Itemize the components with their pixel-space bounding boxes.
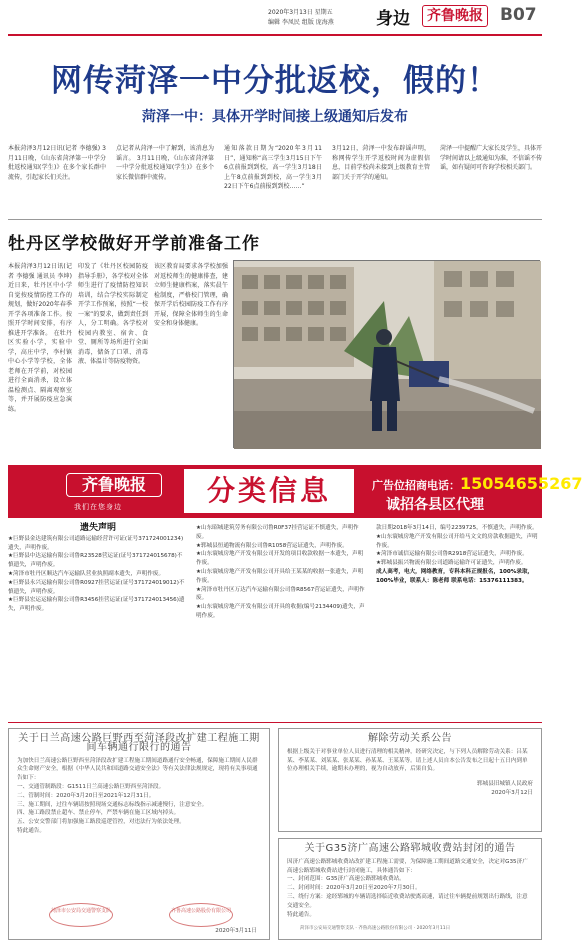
notice-line: 二、封闭时间：2020年3月20日至2020年7月30日。: [287, 885, 421, 892]
newspaper-logo: 齐鲁晚报: [422, 5, 488, 27]
official-seal: 菏泽市公安局交通警察支队: [49, 903, 113, 927]
notice-line: 一、交通管制路段：G1511日兰高速公路巨野西至菏泽段。: [17, 783, 165, 790]
editors-line: 编辑 李凤民 组版 庞海燕: [268, 19, 334, 26]
classified-item: ★山东寰城房地产开发有限公司开具的收据(编号2134409)遗失，声明作废。: [196, 604, 365, 619]
classified-item: ★山东寰城房地产开发有限公司开给马文文的房款收据遗失，声明作废。: [376, 533, 538, 549]
headline-subtitle: 菏泽一中：具体开学时间接上级通知后发布: [142, 109, 408, 125]
story2-title: 牡丹区学校做好开学前准备工作: [8, 234, 260, 254]
notice-road-restriction: [8, 728, 270, 940]
notice-org: 齐鲁高速公路股份有限公司: [358, 926, 413, 931]
story1-column: 本报菏泽3月12日讯(记者 李德强) 3月11日晚，《山东省菏泽第一中学分批返校通知(学生)》在多个家长群中流传，引起家长们关注。: [8, 145, 106, 181]
masthead: [0, 0, 550, 36]
story2-photo: [233, 260, 540, 448]
notice-line: 因济广高速公路郓城收费站改扩建工程施工需要，为保障施工期间道路交通安全，决定对G35济广高速公路郓城收费站进行封闭施工，具体通告如下：: [287, 858, 528, 874]
notice-date: 2020年3月11日: [215, 928, 257, 935]
classified-item: ★巨野县金达建筑有限公司道路运输经营许可证(证号371724001234)遗失，声明作废。: [8, 535, 184, 551]
banner-slogan: 我们在您身边: [74, 503, 122, 511]
classified-item: ★山东昭城建筑劳务有限公司鲁R0F37挂营运证不慎遗失，声明作废。: [196, 525, 359, 540]
lost-statement-heading: 遗失声明: [79, 523, 116, 533]
notice-org: 菏泽市公安局交通警察支队: [300, 926, 354, 931]
classified-column-1: [8, 524, 188, 716]
notice3-footer: 菏泽市公安局交通警察支队 · 齐鲁高速公路股份有限公司 · 2020年3月11日: [300, 926, 451, 931]
notice-line: 特此通告。: [17, 827, 45, 834]
classified-item: ★巨野县永兴运输有限公司鲁R0927挂营运证(证号371724019012)不慎遗失，声明作废。: [8, 579, 185, 595]
classified-item: ★郓城县振兴物流有限公司道路运输许可证遗失，声明作废。: [376, 560, 527, 567]
headline: 网传菏泽一中分批返校，假的！: [51, 63, 499, 99]
classified-item: ★山东寰城房地产开发有限公司开具给王某某的收据一张遗失，声明作废。: [196, 568, 364, 584]
classified-item: ★山东寰城房地产开发有限公司开发的项目收款收据一本遗失，声明作废。: [196, 551, 364, 567]
notice-line: 四、施工路段禁止超车、禁止停车，严禁车辆在施工区域内掉头。: [17, 810, 180, 817]
classified-column-2: [196, 524, 368, 716]
hotline-label: 广告位招商电话：: [372, 479, 460, 492]
notice-title: 关于G35济广高速公路郓城收费站封闭的通告: [304, 843, 516, 854]
classified-item: ★巨野县宏运运输有限公司鲁R3456挂营运证(证号371724013456)遗失，声明作废。: [8, 597, 185, 613]
notice-line: 三、绕行方案：途经郓城的车辆请选择临近收费站驶离高速，请过往车辆提前规划出行路线，注意交通安全。: [287, 893, 528, 909]
notice-date: 2020年3月12日: [491, 789, 533, 796]
story1-column: 菏泽一中提醒广大家长及学生，具体开学时间请以上级通知为准，不信谣不传谣，如有疑问可咨询学校相关部门。: [440, 145, 543, 171]
hotline-number: 15054655267: [460, 474, 582, 493]
classified-item: 成人高考，电大，网络教育，专科本科正规报名，100%录取，100%毕业，联系人：陈老师 联系电话：15376111383。: [376, 568, 534, 584]
section-title: 身边: [376, 9, 410, 29]
official-seal: 齐鲁高速公路股份有限公司: [169, 903, 233, 927]
classified-item: 款日期2018年3月14日，编号2239725，不慎遗失，声明作废。: [376, 525, 538, 531]
notice-labor-termination: [278, 728, 542, 832]
notice-line: 一、封闭范围：G35济广高速公路郓城收费站。: [287, 876, 405, 883]
notice-line: 特此通告。: [287, 911, 315, 918]
classified-item: ★郓城县恒通物流有限公司鲁R1058营运证遗失，声明作废。: [196, 542, 348, 549]
banner-city: 诚招各县区代理: [386, 497, 484, 513]
divider: [8, 219, 542, 220]
notice-date: 2020年3月11日: [416, 926, 451, 931]
story1-column: 3月12日，菏泽一中发布辟谣声明，称网传学生开学返校时间为虚假信息，目前学校尚未接到上级教育主管部门关于开学的通知。: [332, 145, 430, 181]
notice-line: 二、管制时间：2020年3月20日至2021年12月31日。: [17, 792, 155, 799]
banner-hotline: [372, 474, 582, 493]
story1-column: 点记者从菏泽一中了解到，该消息为谣言。 3月11日晚，《山东省菏泽第一中学分批返校通知(学生)》在多个家长微信群中流传。: [116, 145, 214, 181]
story2-column: 该区教育局要求各学校加强对返校师生的健康排查，建立师生健康档案，落实晨午检制度，严格校门管理，确保开学后校园防疫工作有序开展，保障全体师生的生命安全和身体健康。: [154, 263, 228, 327]
disinfection-photo: [234, 261, 541, 449]
classified-item: ★菏泽市牡丹区万达汽车运输有限公司鲁R8567营运证遗失，声明作废。: [196, 586, 365, 602]
divider: [8, 722, 542, 723]
notice-line: 为加快日兰高速公路巨野西至菏泽段改扩建工程施工期间道路通行安全畅通，保障施工期间人民群众生命财产安全，根据《中华人民共和国道路交通安全法》等有关法律法规规定，现将有关事项通告如下：: [17, 757, 258, 782]
classified-banner: [8, 465, 582, 518]
classified-item: ★菏泽市诚信运输有限公司鲁R2918营运证遗失，声明作废。: [376, 551, 528, 558]
banner-logo: 齐鲁晚报: [66, 473, 162, 497]
banner-title: 分类信息: [184, 469, 354, 513]
notice-title: 关于日兰高速公路巨野西至菏泽段改扩建工程施工期间车辆通行限行的通告: [18, 733, 260, 753]
page-number: B07: [500, 5, 537, 25]
notice-title: 解除劳动关系公告: [368, 733, 452, 744]
story1-column: 通知落款日期为“2020年3月11日”，通知称“高三学生3月15日下午6点前报到到校，高一学生3月18日上午8点前报到到校，高一学生3月22日下午6点前报到到校……”: [224, 145, 322, 190]
notice-org: 郓城县旧城镇人民政府: [477, 781, 533, 788]
classified-item: ★菏泽市牡丹区顺达汽车运输队营业执照副本遗失，声明作废。: [8, 570, 165, 577]
story2-column: 印发了《牡丹区校园防疫指导手册》，各学校对全体师生进行了疫情防控知识培训，结合学校实际制定开学工作预案，按照“一校一案”的要求，做到责任到人，分工明确。各学校对校园内教室、宿舍、食堂、厕所等场所进行全面消毒，储备了口罩、消毒液、体温计等防疫物资。: [78, 263, 148, 365]
classified-item: ★巨野县中达运输有限公司鲁R23528营运证(证号371724015678)不慎遗失，声明作废。: [8, 553, 183, 569]
notice-line: 根据上级关于对事业单位人员进行清理的相关精神，经研究决定，与下列人员解除劳动关系：吕某某、李某某、刘某某、张某某、孙某某、王某某等。请上述人员自本公告发布之日起十五日内到单位办理相关手续，逾期未办理的，视为自动放弃，后果自负。: [287, 748, 528, 773]
classified-column-3: [376, 524, 542, 716]
issue-date: 2020年3月13日 星期五: [268, 9, 333, 16]
notice-line: 五、公安交警部门将加强施工路段巡逻管控，对违法行为依法处理。: [17, 819, 185, 826]
masthead-rule: [8, 34, 542, 36]
story2-column: 本报菏泽3月12日讯(记者 李德强 通讯员 李坤) 近日来，牡丹区中小学自觉按疫情防控工作的规划，做好2020年春季开学各项准备工作。按照开学时间安排，有序推进开学准备。 在牡丹区实验小学，实验中学，高庄中学，李村镇中心小学等学校，全体老师在开学前，对校园进行全面消杀，设立体温检测点、隔离观察室等，并开展防疫应急演练。: [8, 263, 72, 413]
notice-line: 三、施工期间，过往车辆请按照现场交通标志标线指示减速慢行，注意安全。: [17, 801, 208, 808]
